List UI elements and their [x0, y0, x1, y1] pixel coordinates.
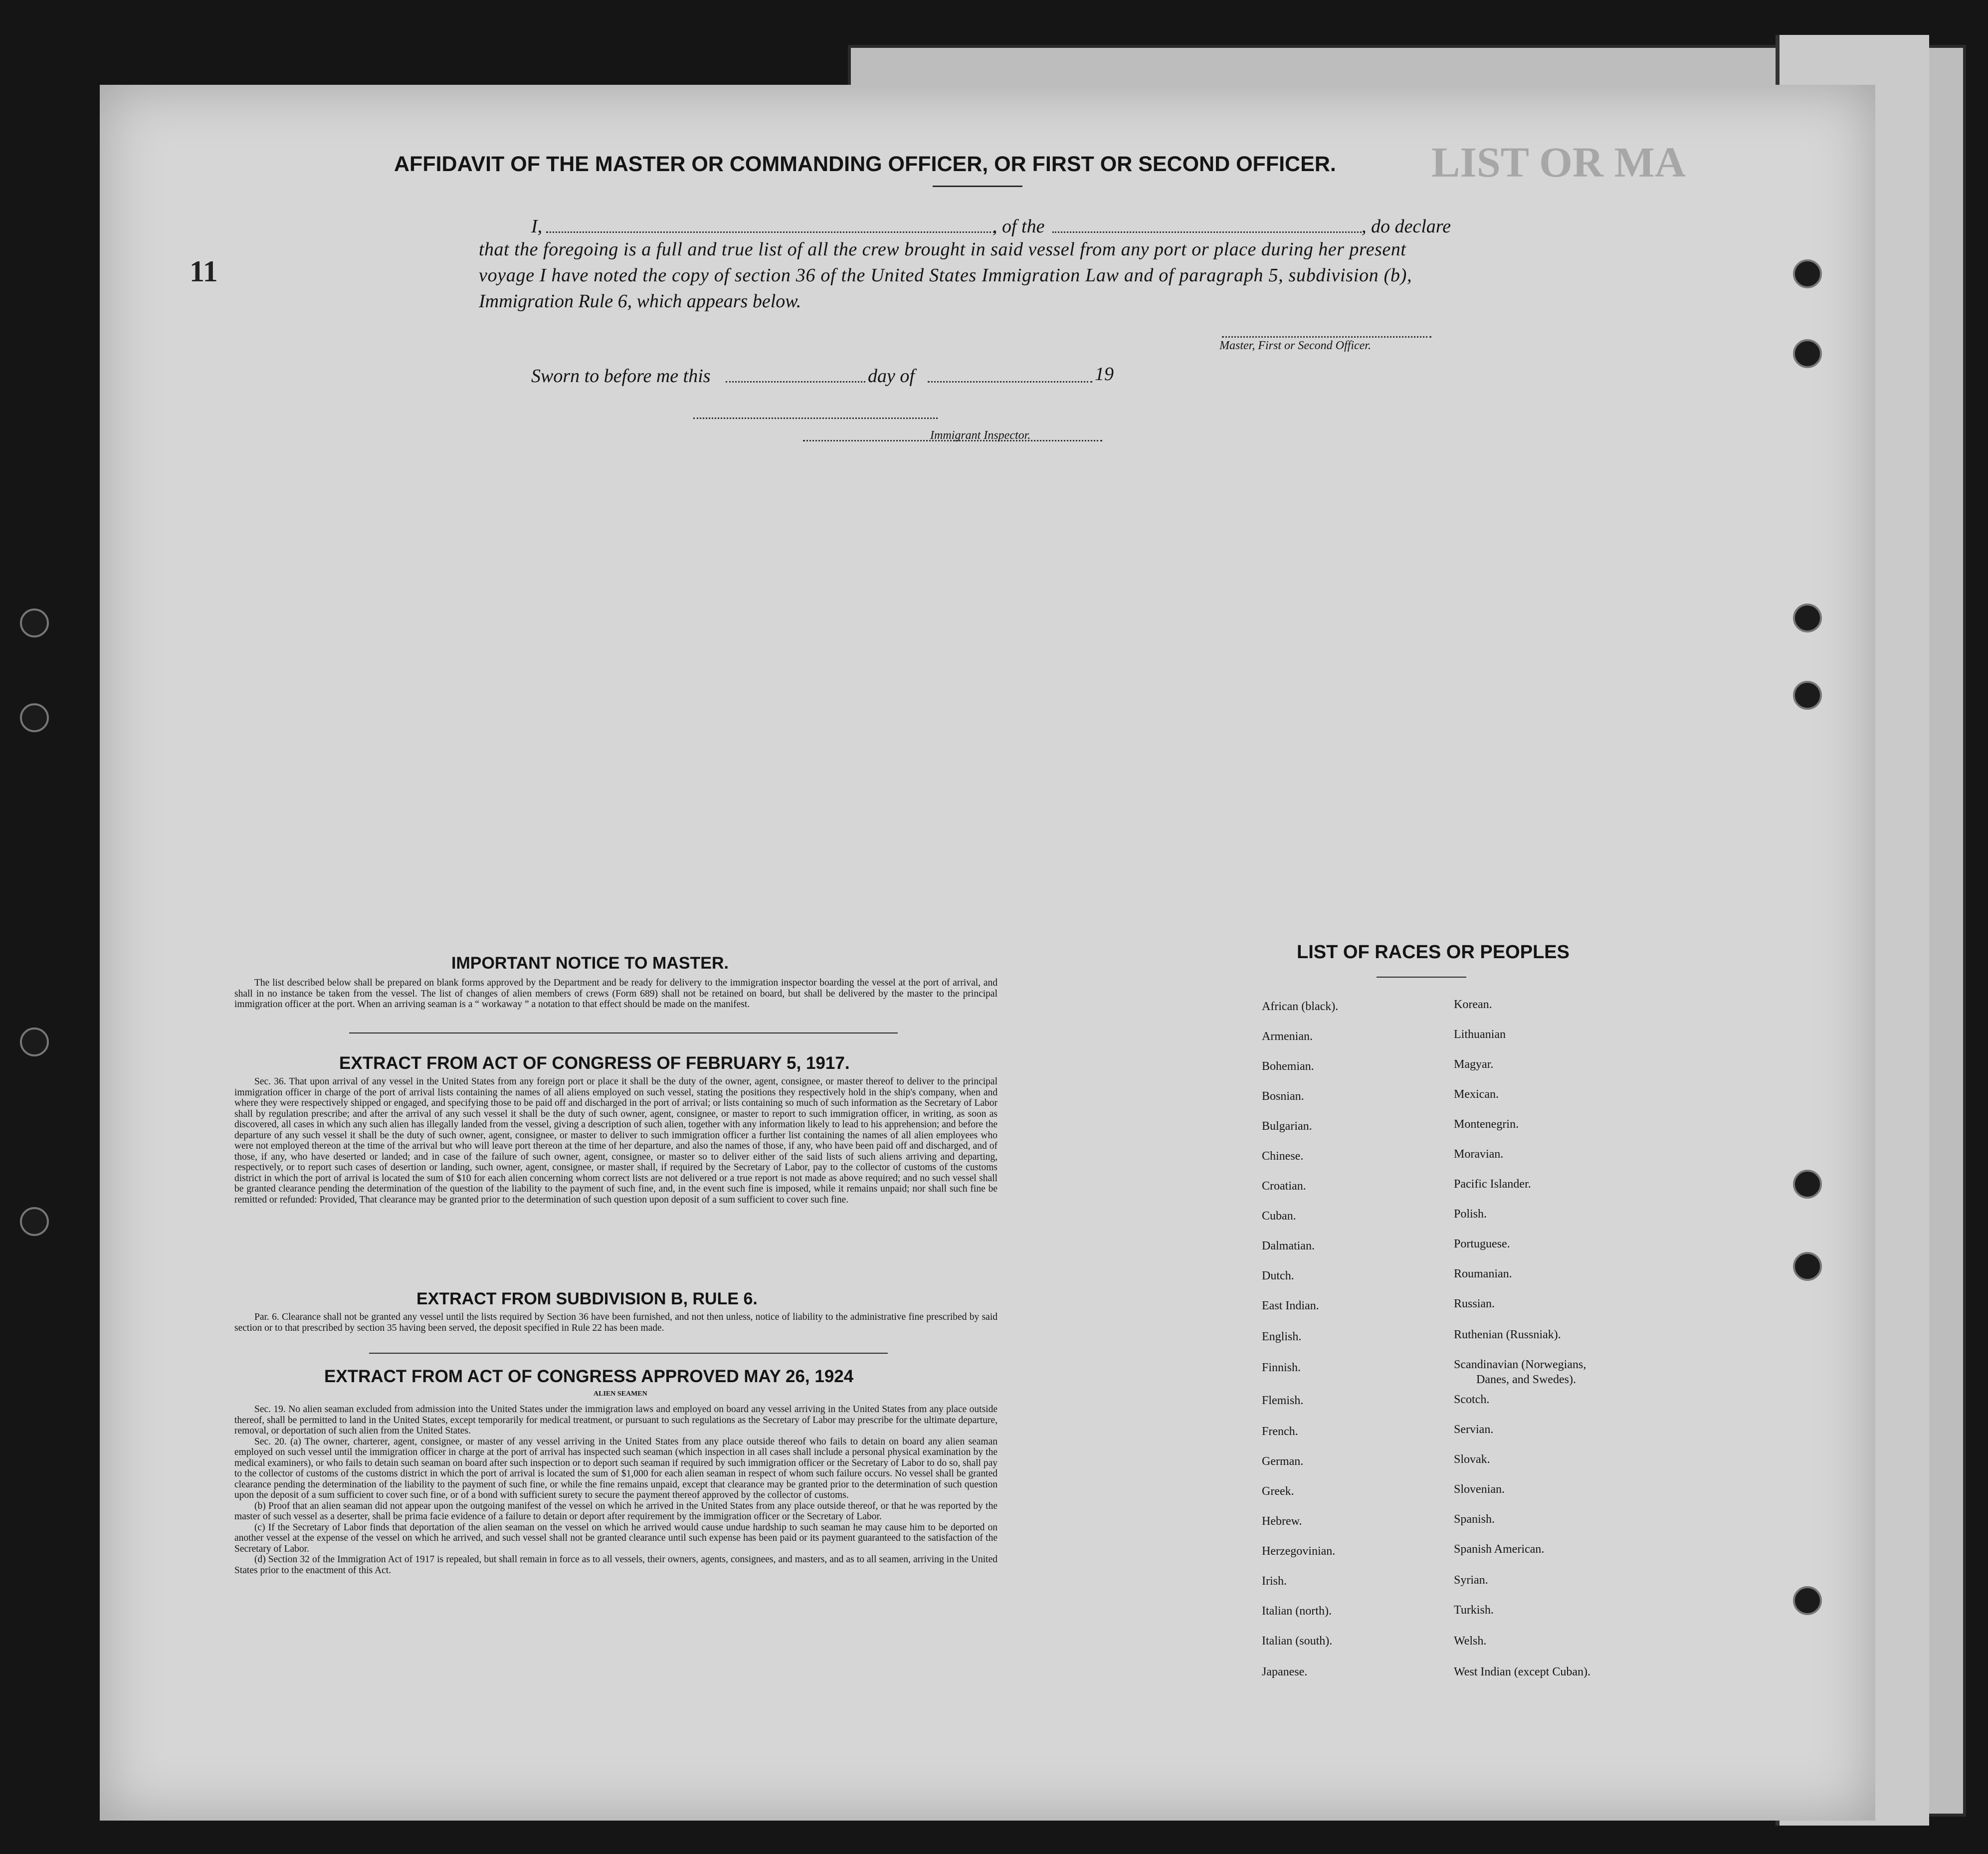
race-item: Japanese. [1262, 1665, 1308, 1678]
section-rule [369, 1353, 888, 1354]
sworn-day-blank [726, 380, 865, 383]
inspector-label: Immigrant Inspector. [930, 429, 1031, 442]
race-item: Italian (south). [1262, 1635, 1333, 1648]
extract-rule6-text [234, 1312, 997, 1333]
year-label: 19 [1095, 364, 1114, 385]
section-19-paragraph: Sec. 19. No alien seaman excluded from admission into the United States under the immigration laws and employed on board any vessel arriving in the United States from any place outside thereof, shall be permitted to land in the United States, except temporarily for medical treatment, or pursuant to such regulations as the Secretary of Labor may prescribe for the ultimate departure, removal, or deportation of such alien from the United States. [234, 1404, 997, 1436]
race-item: Lithuanian [1454, 1028, 1506, 1041]
affidavit-title: AFFIDAVIT OF THE MASTER OR COMMANDING OFFICER, OR FIRST OR SECOND OFFICER. [394, 152, 1336, 176]
section-36-paragraph: Sec. 36. That upon arrival of any vessel in the United States from any foreign port or place it shall be the duty of the owner, agent, consignee, or master thereof to deliver to the principal immigration officer in charge of the port of arrival lists containing the names of all aliens employed on such vessel, stating the positions they respectively hold in the ship's company, when and where they were respectively shipped or engaged, and specifying those to be paid off and discharged in the port of arrival; or lists containing so much of such information as the Secretary of Labor shall by regulation prescribe; and after the arrival of any such vessel it shall be the duty of such owner, agent, consignee, or master to report to such immigration officer, in writing, as soon as discovered, all cases in which any such alien has illegally landed from the vessel, giving a description of such alien, together with any information likely to lead to his apprehension; and before the departure of any such vessel it shall be the duty of such owner, agent, consignee, or master to deliver to such immigration officer a further list containing the names of all alien employees who were not employed thereon at the time of the arrival but who will leave port thereon at the time of her departure, and also the names of those, if any, who have been paid off and discharged, and of those, if any, who have deserted or landed; and in case of the failure of such owner, agent, consignee, or master so to deliver either of the said lists of such aliens arriving and departing, respectively, or to report such cases of desertion or landing, such owner, agent, consignee, or master shall, if required by the Secretary of Labor, pay to the collector of customs of the customs district in which the port of arrival is located the sum of $10 for each alien concerning whom correct lists are not delivered or a true report is not made as above required; and no such vessel shall be granted clearance pending the determination of the question of the liability to the payment of such fine, and, in the event such fine is imposed, while it remains unpaid; nor shall such fine be remitted or refunded: Provided, That clearance may be granted prior to the determination of such question upon deposit of a sum sufficient to cover such fine. [234, 1076, 997, 1205]
race-item: Scandinavian (Norwegians, [1454, 1358, 1587, 1371]
race-item: Greek. [1262, 1485, 1294, 1498]
race-item: Welsh. [1454, 1635, 1487, 1648]
race-item: Slovenian. [1454, 1483, 1505, 1496]
affidavit-do-declare: , do declare [1362, 216, 1451, 237]
inspector-signature-line-1 [693, 416, 938, 419]
extract-1917-title: EXTRACT FROM ACT OF CONGRESS OF FEBRUARY 5, 1917. [339, 1053, 850, 1073]
notice-paragraph: The list described below shall be prepared on blank forms approved by the Department and be ready for delivery to the immigration inspector boarding the vessel at the port of arrival, and shall in no instance be taken from the vessel. The list of changes of alien members of crews (Form 689) shall not be retained on board, but shall be delivered by the master to the principal immigration officer at the port. When an arriving seaman is a “ workaway ” a notation to that effect should be made on the manifest. [234, 978, 997, 1010]
race-item: Bohemian. [1262, 1060, 1314, 1073]
master-signature-line [1222, 335, 1431, 338]
extract-rule6-title: EXTRACT FROM SUBDIVISION B, RULE 6. [416, 1289, 758, 1308]
race-item: Herzegovinian. [1262, 1545, 1336, 1558]
section-20d-paragraph: (d) Section 32 of the Immigration Act of 1917 is repealed, but shall remain in force as to all vessels, their owners, agents, consignees, and masters, and as to all seamen, arriving in the United States prior to the enactment of this Act. [234, 1554, 997, 1576]
race-item: Armenian. [1262, 1030, 1313, 1043]
race-item: Chinese. [1262, 1150, 1304, 1163]
race-item: Slovak. [1454, 1453, 1490, 1466]
notice-text [234, 978, 997, 1010]
race-item: Magyar. [1454, 1058, 1494, 1071]
race-item: Bulgarian. [1262, 1120, 1312, 1133]
affidavit-line-2: voyage I have noted the copy of section 36 of the United States Immigration Law and of paragraph 5, subdivision (b), [479, 265, 1412, 286]
vessel-blank [1052, 230, 1362, 233]
affidavit-line-3: Immigration Rule 6, which appears below. [479, 291, 801, 312]
affidavit-i-label: I, [531, 216, 543, 237]
binder-hole [1793, 604, 1822, 632]
race-item: African (black). [1262, 1000, 1339, 1013]
race-item: Syrian. [1454, 1574, 1488, 1587]
race-item: Russian. [1454, 1297, 1495, 1310]
race-item: Irish. [1262, 1575, 1287, 1588]
master-signature-label: Master, First or Second Officer. [1219, 339, 1371, 352]
paragraph-6: Par. 6. Clearance shall not be granted any vessel until the lists required by Section 36 have been furnished, and not then unless, notice of liability to the administrative fine prescribed by said section or to that prescribed by section 35 having been served, the deposit specified in Rule 22 has been made. [234, 1312, 997, 1333]
day-of-label: day of [868, 366, 915, 387]
extract-1924-subtitle: ALIEN SEAMEN [594, 1390, 647, 1398]
race-item: Cuban. [1262, 1210, 1296, 1223]
extract-1917-text [234, 1076, 997, 1205]
extract-1924-title: EXTRACT FROM ACT OF CONGRESS APPROVED MAY 26, 1924 [324, 1367, 854, 1386]
race-item: Danes, and Swedes). [1476, 1373, 1576, 1386]
race-item: English. [1262, 1330, 1302, 1343]
race-item: Ruthenian (Russniak). [1454, 1328, 1561, 1341]
race-item: Polish. [1454, 1208, 1487, 1221]
binder-hole [20, 703, 49, 732]
race-item: West Indian (except Cuban). [1454, 1665, 1590, 1678]
race-item: Finnish. [1262, 1361, 1301, 1374]
notice-title: IMPORTANT NOTICE TO MASTER. [451, 954, 729, 973]
race-item: Bosnian. [1262, 1090, 1304, 1103]
binder-hole [20, 1207, 49, 1236]
race-item: Korean. [1454, 998, 1492, 1011]
race-item: Italian (north). [1262, 1605, 1332, 1618]
binder-hole [20, 609, 49, 637]
section-rule [349, 1032, 898, 1033]
race-item: Dutch. [1262, 1269, 1294, 1282]
binder-hole [1793, 1252, 1822, 1281]
affidavit-of-the: , of the [993, 216, 1045, 237]
race-item: Croatian. [1262, 1180, 1306, 1193]
races-title: LIST OF RACES OR PEOPLES [1297, 942, 1570, 963]
binder-hole [1793, 1170, 1822, 1199]
name-blank [546, 230, 995, 233]
month-blank [928, 380, 1092, 383]
race-item: Flemish. [1262, 1394, 1304, 1407]
section-20b-paragraph: (b) Proof that an alien seaman did not appear upon the outgoing manifest of the vessel on which he arrived in the United States from any place outside thereof, or that he was reported by the master of such vessel as a deserter, shall be prima facie evidence of a failure to detain or deport after requirement by the immigration officer or the Secretary of Labor. [234, 1500, 997, 1522]
race-item: Moravian. [1454, 1148, 1504, 1161]
race-item: East Indian. [1262, 1299, 1319, 1312]
binder-hole [1793, 259, 1822, 288]
race-item: Roumanian. [1454, 1267, 1512, 1280]
bleed-through-title: LIST OR MA [1431, 138, 1686, 186]
margin-mark: 11 [190, 255, 218, 288]
binder-hole [1793, 339, 1822, 368]
race-item: French. [1262, 1425, 1298, 1438]
race-item: Montenegrin. [1454, 1118, 1519, 1131]
race-item: Pacific Islander. [1454, 1178, 1531, 1191]
binder-hole [1793, 1586, 1822, 1615]
affidavit-line-1: that the foregoing is a full and true list of all the crew brought in said vessel from any port or place during her present [479, 239, 1406, 260]
race-item: Portuguese. [1454, 1237, 1510, 1250]
race-item: Spanish. [1454, 1513, 1495, 1526]
binder-hole [1793, 681, 1822, 710]
extract-1924-text [234, 1404, 997, 1576]
sworn-label: Sworn to before me this [531, 366, 711, 387]
race-item: German. [1262, 1455, 1304, 1468]
race-item: Mexican. [1454, 1088, 1499, 1101]
race-item: Turkish. [1454, 1604, 1494, 1617]
binder-hole [20, 1028, 49, 1056]
section-20c-paragraph: (c) If the Secretary of Labor finds that deportation of the alien seaman on the vessel on which he arrived would cause undue hardship to such seaman he may cause him to be deported on another vessel at the expense of the vessel on which he arrived, and such vessel shall not be granted clearance until such expense has been paid or its payment guaranteed to the satisfaction of the Secretary of Labor. [234, 1522, 997, 1554]
races-rule [1377, 977, 1466, 978]
race-item: Servian. [1454, 1423, 1494, 1436]
race-item: Scotch. [1454, 1393, 1490, 1406]
race-item: Hebrew. [1262, 1515, 1302, 1528]
race-item: Dalmatian. [1262, 1239, 1315, 1252]
section-20a-paragraph: Sec. 20. (a) The owner, charterer, agent, consignee, or master of any vessel arriving in the United States from any place outside thereof who fails to detain on board any alien seaman employed on such vessel until the immigration officer in charge at the port of arrival has inspected such seaman (which inspection in all cases shall include a personal physical examination by the medical examiners), or who fails to detain such seaman on board after such inspection or to deport such seaman if required by such immigration officer or the Secretary of Labor to do so, shall pay to the collector of customs of the customs district in which the port of arrival is located the sum of $1,000 for each alien seaman in respect of whom such failure occurs. No vessel shall be granted clearance pending the determination of the liability to the payment of such fine, or while the fine remains unpaid, except that clearance may be granted prior to the determination of such question upon the deposit of a sum sufficient to cover such fine, or of a bond with sufficient surety to secure the payment thereof approved by the collector of customs. [234, 1436, 997, 1500]
race-item: Spanish American. [1454, 1543, 1545, 1556]
title-rule [933, 186, 1022, 187]
